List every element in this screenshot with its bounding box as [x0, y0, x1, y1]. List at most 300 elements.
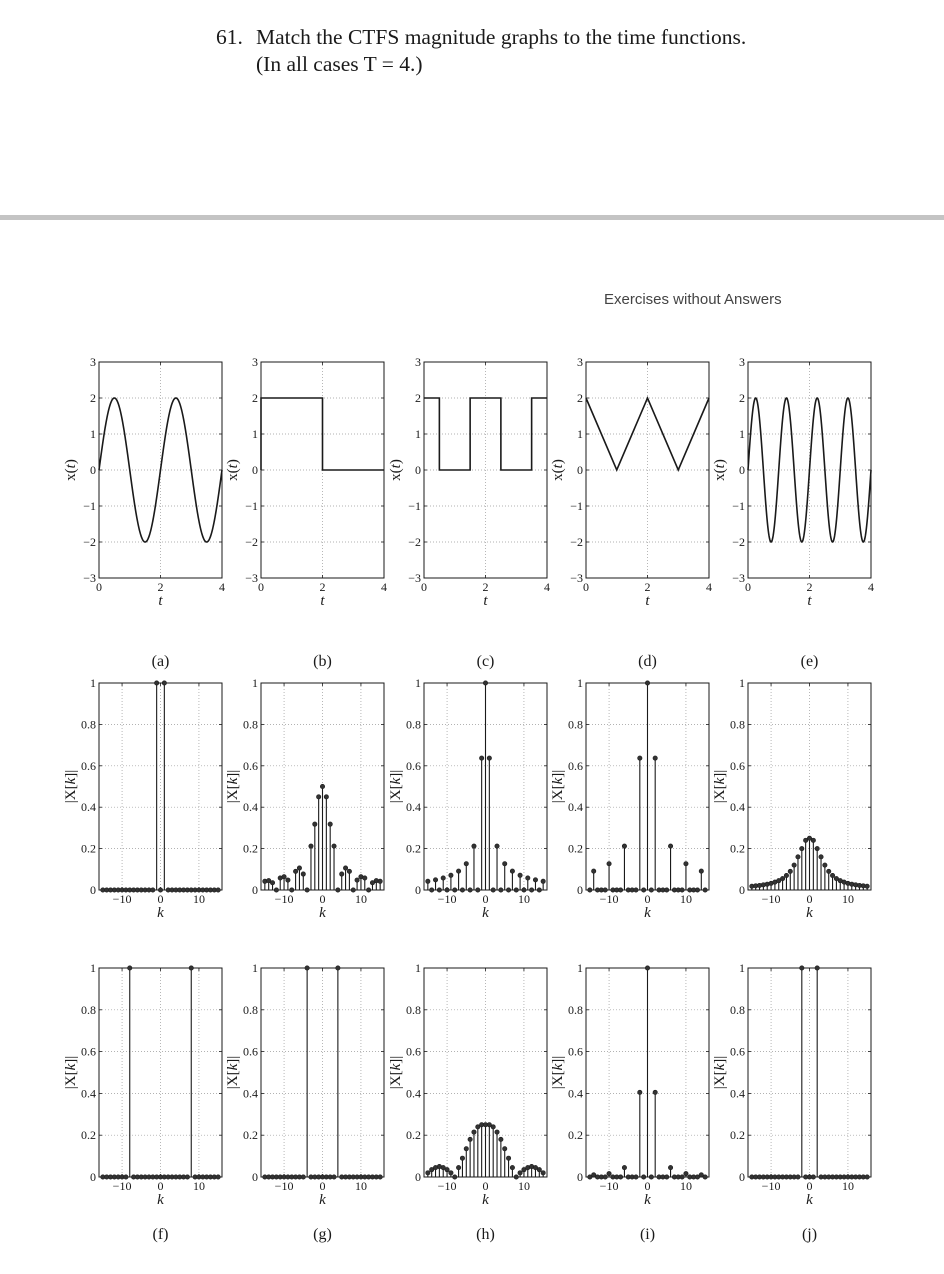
stem-marker: [800, 966, 804, 970]
tick-label-x: 0: [482, 1179, 489, 1193]
chart-panel-e: [712, 355, 874, 670]
tick-label-y: 0.2: [406, 1128, 421, 1143]
stem-marker: [332, 844, 336, 848]
stem-marker: [162, 681, 166, 685]
tick-label-y: 0.6: [81, 1044, 96, 1059]
stem-marker: [282, 875, 286, 879]
panel-label: (e): [800, 653, 819, 670]
stem-marker: [645, 681, 649, 685]
tick-label-x: 10: [517, 1179, 530, 1193]
tick-label-y: 0.8: [81, 1002, 96, 1017]
stem-marker: [695, 888, 699, 892]
stem-marker: [328, 822, 332, 826]
stem-marker: [514, 888, 518, 892]
chart-panel-b: [225, 355, 387, 670]
tick-label-y: 1: [739, 961, 745, 975]
tick-label-y: 0.8: [243, 1002, 258, 1017]
tick-label-y: 0.2: [243, 1128, 258, 1143]
tick-label-x: −10: [112, 892, 132, 906]
stem-marker: [811, 1175, 815, 1179]
stem-marker: [703, 1175, 707, 1179]
tick-label-y: 0.6: [243, 1044, 258, 1059]
panel-label: (i): [639, 1226, 656, 1243]
y-axis-label: |X[k]|: [712, 1055, 728, 1090]
tick-label-y: 0.4: [243, 1086, 258, 1101]
tick-label-x: 0: [806, 1179, 813, 1193]
tick-label-y: 0.4: [406, 1086, 421, 1101]
tick-label-x: 10: [192, 892, 205, 906]
tick-label-x: 2: [644, 580, 651, 594]
stem-marker: [665, 1175, 669, 1179]
tick-label-y: 1: [252, 961, 258, 975]
tick-label-y: 0.8: [730, 1002, 745, 1017]
tick-label-y: 0.2: [568, 841, 583, 856]
tick-label-y: 0: [739, 883, 745, 897]
x-axis-label: t: [483, 593, 488, 609]
panel-label: (a): [151, 653, 170, 670]
stem-marker: [503, 862, 507, 866]
y-axis-label: |X[k]|: [225, 1055, 241, 1090]
stem-marker: [429, 888, 433, 892]
y-axis-label: x(t): [712, 459, 728, 481]
tick-label-x: −10: [599, 892, 619, 906]
tick-label-y: 0.8: [568, 1002, 583, 1017]
tick-label-y: 0.6: [730, 1044, 745, 1059]
tick-label-y: 3: [90, 355, 96, 369]
tick-label-x: 0: [319, 1179, 326, 1193]
stem-marker: [313, 822, 317, 826]
tick-label-y: −3: [83, 571, 96, 585]
chart-panel-i: [550, 676, 709, 921]
tick-label-y: 0: [252, 883, 258, 897]
stem-marker: [510, 1165, 514, 1169]
tick-label-x: 4: [544, 580, 550, 594]
tick-label-y: 0: [90, 1170, 96, 1184]
stem-marker: [301, 872, 305, 876]
tick-label-y: 2: [252, 391, 258, 405]
stem-marker: [453, 1175, 457, 1179]
tick-label-x: 10: [841, 1179, 854, 1193]
stem-marker: [290, 888, 294, 892]
tick-label-x: 0: [583, 580, 589, 594]
stem-marker: [305, 888, 309, 892]
stem-marker: [476, 888, 480, 892]
tick-label-y: −3: [570, 571, 583, 585]
tick-label-y: 3: [739, 355, 745, 369]
stem-marker: [449, 873, 453, 877]
stem-marker: [503, 1147, 507, 1151]
stem-marker: [320, 784, 324, 788]
stem-marker: [378, 1175, 382, 1179]
panel-label: (b): [313, 653, 332, 670]
tick-label-y: −3: [408, 571, 421, 585]
tick-label-y: 0.6: [568, 758, 583, 773]
tick-label-x: 2: [319, 580, 326, 594]
stem-marker: [622, 1165, 626, 1169]
chart-panel-j: [712, 676, 871, 921]
tick-label-y: −1: [732, 499, 745, 513]
tick-label-y: 0: [415, 883, 421, 897]
x-axis-label: k: [319, 1192, 326, 1208]
tick-label-x: 0: [96, 580, 102, 594]
stem-marker: [316, 795, 320, 799]
stem-marker: [618, 1175, 622, 1179]
tick-label-y: 0: [577, 883, 583, 897]
tick-label-y: 0.4: [568, 1086, 583, 1101]
stem-marker: [699, 869, 703, 873]
tick-label-x: −10: [761, 1179, 781, 1193]
chart-panel-k1: [63, 961, 222, 1243]
x-axis-label: k: [644, 1192, 651, 1208]
stem-marker: [185, 1175, 189, 1179]
stem-marker: [464, 862, 468, 866]
stem-marker: [351, 888, 355, 892]
stem-marker: [426, 1171, 430, 1175]
tick-label-x: 10: [679, 1179, 692, 1193]
stem-marker: [510, 869, 514, 873]
tick-label-y: 1: [739, 427, 745, 441]
problem-number: 61.: [216, 25, 243, 49]
stem-marker: [603, 888, 607, 892]
stem-marker: [541, 1171, 545, 1175]
y-axis-label: |X[k]|: [550, 769, 566, 804]
tick-label-y: 0.4: [568, 800, 583, 815]
tick-label-y: 0: [577, 463, 583, 477]
y-axis-label: |X[k]|: [63, 1055, 79, 1090]
chart-panel-f: [63, 676, 222, 921]
x-axis-label: k: [806, 1192, 813, 1208]
stem-marker: [495, 844, 499, 848]
chart-panel-g: [225, 676, 384, 921]
tick-label-y: 1: [577, 676, 583, 690]
stem-marker: [649, 1175, 653, 1179]
tick-label-x: 2: [157, 580, 164, 594]
tick-label-y: −2: [83, 535, 96, 549]
tick-label-y: 0.6: [568, 1044, 583, 1059]
stem-marker: [506, 1156, 510, 1160]
tick-label-y: 0.2: [81, 841, 96, 856]
tick-label-y: 0: [415, 463, 421, 477]
tick-label-x: −10: [437, 892, 457, 906]
chart-panel-k2: [225, 961, 384, 1243]
chart-panel-c: [388, 355, 550, 670]
tick-label-y: 1: [90, 427, 96, 441]
stem-marker: [491, 888, 495, 892]
stem-marker: [703, 888, 707, 892]
tick-label-y: −1: [83, 499, 96, 513]
stem-marker: [441, 876, 445, 880]
stem-marker: [607, 862, 611, 866]
stem-marker: [332, 1175, 336, 1179]
stem-marker: [491, 1125, 495, 1129]
tick-label-y: 1: [577, 961, 583, 975]
tick-label-y: 1: [415, 676, 421, 690]
tick-label-y: 0.2: [730, 1128, 745, 1143]
stem-marker: [788, 869, 792, 873]
stem-marker: [649, 888, 653, 892]
tick-label-y: 0.8: [730, 717, 745, 732]
stem-marker: [426, 879, 430, 883]
stem-marker: [495, 1130, 499, 1134]
tick-label-x: 10: [679, 892, 692, 906]
stem-marker: [603, 1175, 607, 1179]
stem-marker: [216, 1175, 220, 1179]
tick-label-y: 1: [252, 676, 258, 690]
x-axis-label: k: [806, 905, 813, 921]
tick-label-y: 0: [739, 1170, 745, 1184]
stem-marker: [618, 888, 622, 892]
stem-marker: [526, 876, 530, 880]
tick-label-y: 0.2: [568, 1128, 583, 1143]
stem-marker: [324, 795, 328, 799]
y-axis-label: |X[k]|: [712, 769, 728, 804]
tick-label-y: 0: [252, 1170, 258, 1184]
tick-label-y: 0.4: [730, 800, 745, 815]
tick-label-y: 0.8: [406, 717, 421, 732]
tick-label-y: −2: [732, 535, 745, 549]
tick-label-y: 0: [90, 883, 96, 897]
x-axis-label: k: [157, 1192, 164, 1208]
stem-marker: [336, 888, 340, 892]
stem-marker: [151, 888, 155, 892]
chart-panel-k5: [712, 961, 871, 1243]
stem-marker: [445, 1167, 449, 1171]
stem-marker: [634, 888, 638, 892]
x-axis-label: t: [807, 593, 812, 609]
stem-marker: [154, 681, 158, 685]
tick-label-y: 0.8: [243, 717, 258, 732]
tick-label-y: 0.6: [243, 758, 258, 773]
x-axis-label: t: [158, 593, 163, 609]
stem-marker: [784, 873, 788, 877]
x-axis-label: k: [319, 905, 326, 921]
tick-label-x: 0: [482, 892, 489, 906]
tick-label-y: 0: [90, 463, 96, 477]
stem-marker: [499, 888, 503, 892]
tick-label-x: −10: [112, 1179, 132, 1193]
tick-label-y: 0.8: [81, 717, 96, 732]
stem-marker: [506, 888, 510, 892]
y-axis-label: |X[k]|: [225, 769, 241, 804]
stem-marker: [865, 1175, 869, 1179]
tick-label-x: 0: [421, 580, 427, 594]
stem-marker: [653, 1090, 657, 1094]
tick-label-y: 0.4: [243, 800, 258, 815]
stem-marker: [819, 855, 823, 859]
stem-marker: [270, 881, 274, 885]
tick-label-x: 10: [192, 1179, 205, 1193]
panel-label: (c): [476, 653, 495, 670]
stem-marker: [158, 888, 162, 892]
tick-label-y: 1: [252, 427, 258, 441]
y-axis-label: |X[k]|: [388, 769, 404, 804]
stem-marker: [460, 888, 464, 892]
stem-marker: [460, 1156, 464, 1160]
stem-marker: [433, 878, 437, 882]
tick-label-y: 0.6: [730, 758, 745, 773]
tick-label-y: 0.2: [243, 841, 258, 856]
panel-label: (g): [313, 1226, 332, 1243]
stem-marker: [189, 966, 193, 970]
chart-panel-k3: [388, 961, 547, 1243]
tick-label-y: 3: [252, 355, 258, 369]
tick-label-y: 0.4: [730, 1086, 745, 1101]
tick-label-y: 0: [252, 463, 258, 477]
stem-marker: [533, 878, 537, 882]
stem-marker: [336, 966, 340, 970]
stem-marker: [216, 888, 220, 892]
tick-label-y: 0.2: [406, 841, 421, 856]
tick-label-y: −1: [408, 499, 421, 513]
stem-marker: [529, 888, 533, 892]
stem-marker: [796, 855, 800, 859]
stem-marker: [634, 1175, 638, 1179]
x-axis-label: k: [482, 1192, 489, 1208]
tick-label-y: −2: [570, 535, 583, 549]
stem-marker: [309, 844, 313, 848]
y-axis-label: x(t): [388, 459, 404, 481]
tick-label-y: 0.4: [81, 800, 96, 815]
tick-label-y: 0.2: [81, 1128, 96, 1143]
stem-marker: [622, 844, 626, 848]
y-axis-label: |X[k]|: [63, 769, 79, 804]
stem-marker: [499, 1137, 503, 1141]
stem-marker: [437, 888, 441, 892]
tick-label-x: 0: [644, 892, 651, 906]
stem-marker: [297, 866, 301, 870]
tick-label-x: 4: [219, 580, 225, 594]
stem-marker: [518, 1171, 522, 1175]
chart-panel-k4: [550, 961, 709, 1243]
stem-marker: [780, 876, 784, 880]
stem-marker: [366, 888, 370, 892]
x-axis-label: t: [645, 593, 650, 609]
tick-label-x: 0: [745, 580, 751, 594]
stem-marker: [378, 879, 382, 883]
tick-label-y: 0: [739, 463, 745, 477]
stem-marker: [684, 862, 688, 866]
tick-label-y: 0.8: [568, 717, 583, 732]
tick-label-y: 1: [415, 427, 421, 441]
stem-marker: [641, 888, 645, 892]
tick-label-x: −10: [761, 892, 781, 906]
panel-label: (j): [801, 1226, 818, 1243]
stem-marker: [293, 869, 297, 873]
stem-marker: [541, 879, 545, 883]
tick-label-x: 10: [354, 892, 367, 906]
y-axis-label: |X[k]|: [388, 1055, 404, 1090]
stem-marker: [865, 884, 869, 888]
stem-marker: [456, 869, 460, 873]
stem-marker: [522, 888, 526, 892]
stem-marker: [537, 1167, 541, 1171]
tick-label-x: 2: [806, 580, 813, 594]
tick-label-x: 10: [354, 1179, 367, 1193]
tick-label-y: 2: [90, 391, 96, 405]
tick-label-y: −3: [245, 571, 258, 585]
stem-marker: [796, 1175, 800, 1179]
tick-label-y: 0.6: [406, 1044, 421, 1059]
tick-label-y: −2: [408, 535, 421, 549]
tick-label-x: −10: [274, 1179, 294, 1193]
stem-marker: [653, 756, 657, 760]
panel-label: (f): [152, 1226, 169, 1243]
stem-marker: [343, 866, 347, 870]
stem-marker: [355, 878, 359, 882]
stem-marker: [811, 838, 815, 842]
stem-marker: [638, 756, 642, 760]
x-axis-label: k: [482, 905, 489, 921]
stem-marker: [445, 888, 449, 892]
y-axis-label: |X[k]|: [550, 1055, 566, 1090]
tick-label-y: 0.4: [81, 1086, 96, 1101]
stem-marker: [128, 966, 132, 970]
stem-marker: [464, 1147, 468, 1151]
stem-marker: [638, 1090, 642, 1094]
tick-label-y: −2: [245, 535, 258, 549]
stem-marker: [680, 888, 684, 892]
stem-marker: [665, 888, 669, 892]
tick-label-x: −10: [599, 1179, 619, 1193]
tick-label-x: 0: [157, 1179, 164, 1193]
tick-label-y: 1: [415, 961, 421, 975]
tick-label-y: 2: [415, 391, 421, 405]
stem-marker: [518, 873, 522, 877]
stem-marker: [641, 1175, 645, 1179]
x-axis-label: k: [157, 905, 164, 921]
stem-marker: [645, 966, 649, 970]
tick-label-y: 2: [577, 391, 583, 405]
stem-marker: [274, 888, 278, 892]
tick-label-y: 0: [415, 1170, 421, 1184]
tick-label-y: 1: [739, 676, 745, 690]
chart-panel-h: [388, 676, 547, 921]
stem-marker: [684, 1171, 688, 1175]
stem-marker: [479, 756, 483, 760]
stem-marker: [483, 681, 487, 685]
tick-label-y: 0.8: [406, 1002, 421, 1017]
tick-label-x: 4: [381, 580, 387, 594]
y-axis-label: x(t): [63, 459, 79, 481]
tick-label-y: 0.2: [730, 841, 745, 856]
x-axis-label: t: [320, 593, 325, 609]
stem-marker: [668, 844, 672, 848]
axes-frame: [99, 683, 222, 890]
chart-panel-d: [550, 355, 712, 670]
problem-line-1: Match the CTFS magnitude graphs to the time functions.: [256, 25, 747, 49]
stem-marker: [588, 888, 592, 892]
tick-label-x: −10: [437, 1179, 457, 1193]
stem-marker: [830, 873, 834, 877]
tick-label-x: 4: [706, 580, 712, 594]
tick-label-x: 4: [868, 580, 874, 594]
stem-marker: [363, 876, 367, 880]
tick-label-y: 0.6: [406, 758, 421, 773]
stem-marker: [827, 869, 831, 873]
stem-marker: [607, 1171, 611, 1175]
stem-marker: [815, 966, 819, 970]
tick-label-y: 1: [577, 427, 583, 441]
tick-label-y: −3: [732, 571, 745, 585]
stem-marker: [815, 846, 819, 850]
tick-label-y: 3: [577, 355, 583, 369]
stem-marker: [456, 1165, 460, 1169]
stem-marker: [823, 863, 827, 867]
tick-label-y: 0.4: [406, 800, 421, 815]
panel-label: (h): [476, 1226, 495, 1243]
stem-marker: [468, 888, 472, 892]
stem-marker: [472, 1130, 476, 1134]
